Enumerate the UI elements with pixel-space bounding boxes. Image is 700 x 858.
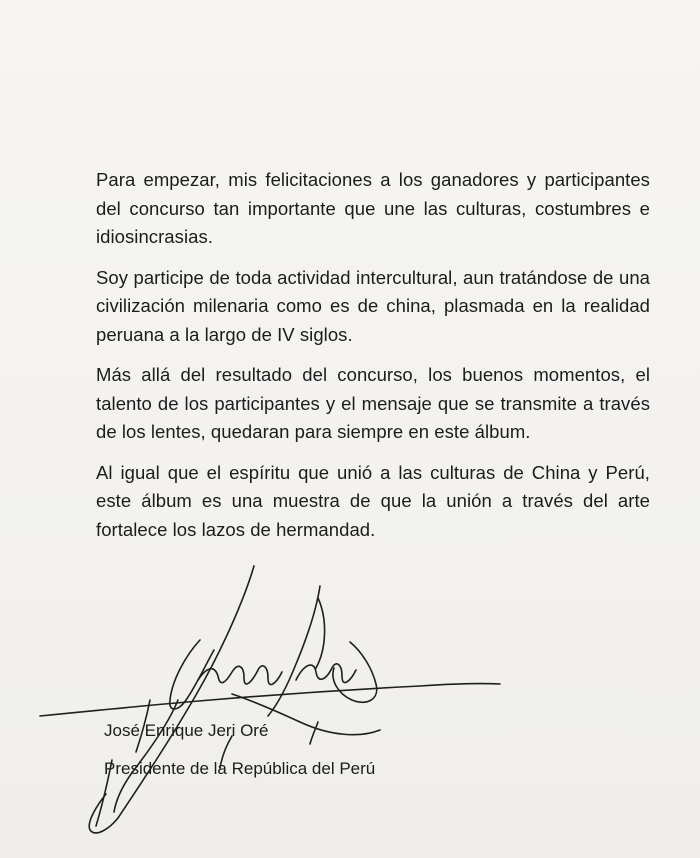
signatory-name: José Enrique Jeri Oré [104,721,269,740]
signatory-title: Presidente de la República del Perú [104,759,376,778]
paragraph-1: Para empezar, mis felicitaciones a los ganadores y participantes del concurso tan importante que une las culturas, costumbres e idiosincrasias. [96,169,650,247]
paragraph-3: Más allá del resultado del concurso, los buenos momentos, el talento de los participantes y el mensaje que se transmite a través de los lentes, quedaran para siempre en este álbum. [96,364,650,442]
letter-body [96,166,650,556]
paragraph-2: Soy participe de toda actividad intercultural, aun tratándose de una civilización milenaria como es de china, plasmada en la realidad peruana a la largo de IV siglos. [96,266,650,345]
paragraph-4: Al igual que el espíritu que unió a las culturas de China y Perú, este álbum es una muestra de que la unión a través del arte fortalece los lazos de hermandad. [96,461,650,540]
